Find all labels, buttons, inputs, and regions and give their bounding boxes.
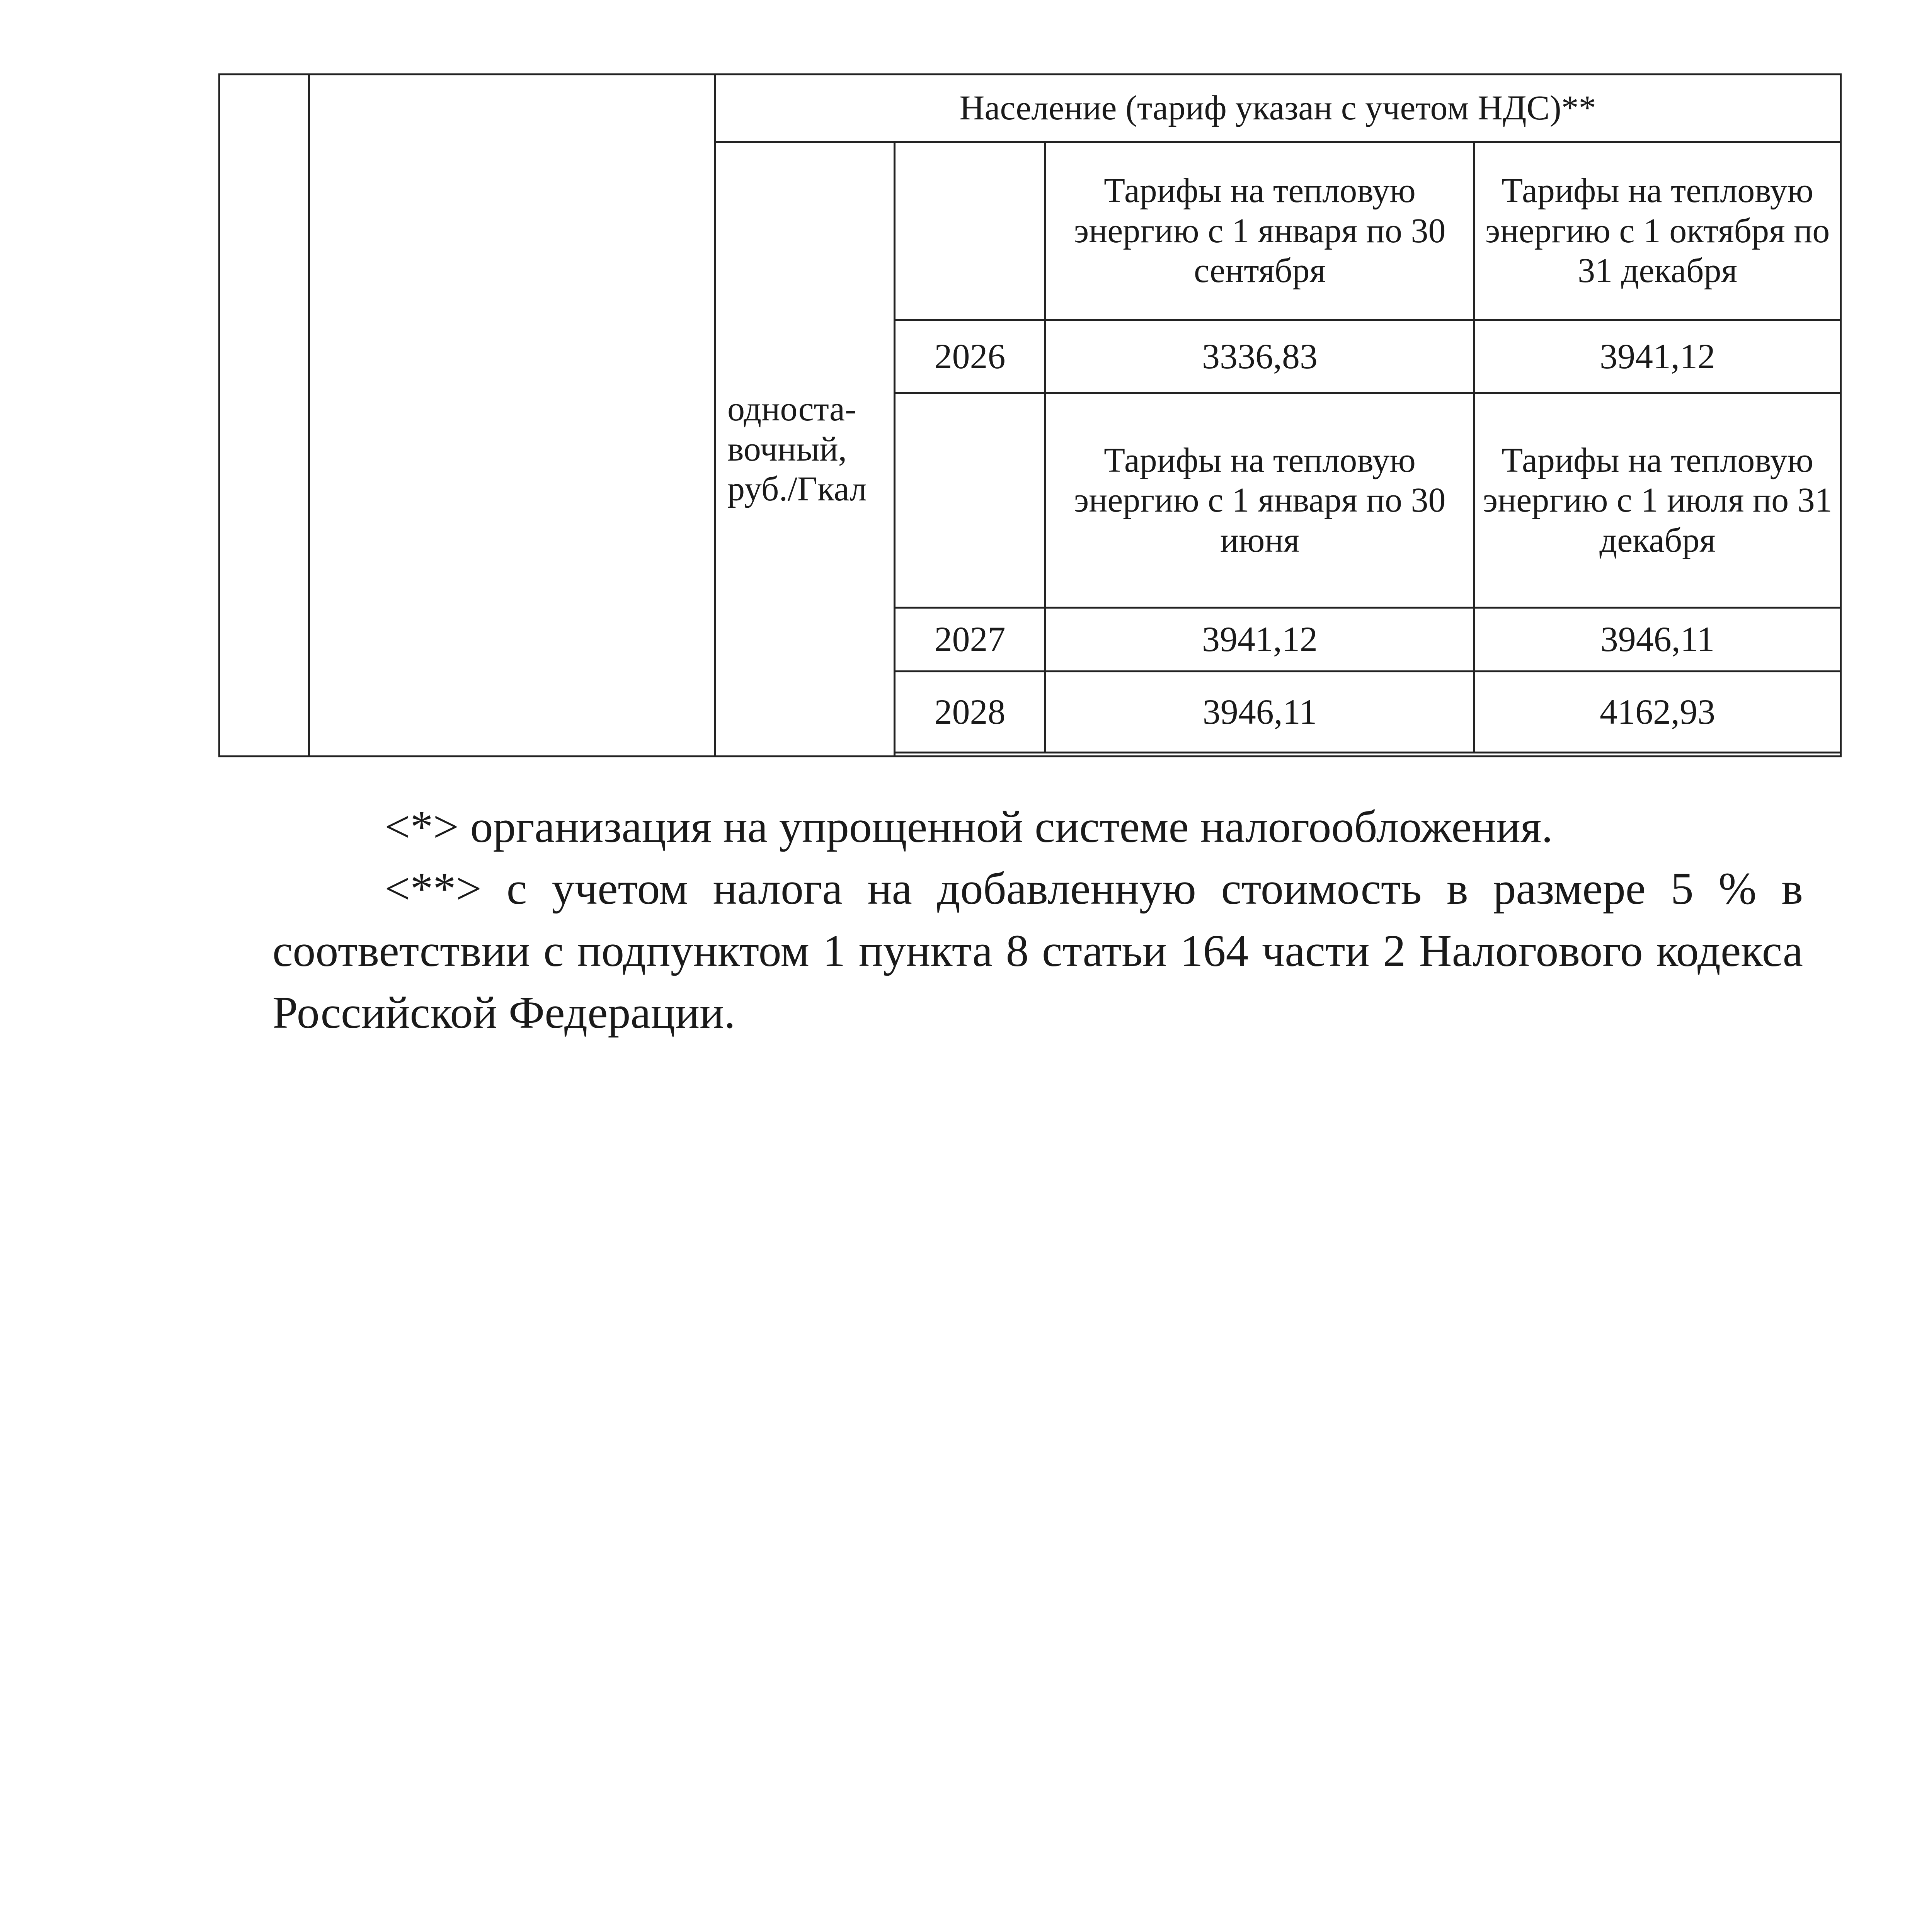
organization-column-cell — [309, 75, 715, 757]
year-cell: 2027 — [895, 608, 1045, 672]
tariff-type-label: односта-вочный, руб./Гкал — [715, 142, 895, 757]
period2-header: Тарифы на тепловую энергию с 1 июля по 31 декабря — [1474, 393, 1841, 608]
number-column-cell — [220, 75, 309, 757]
year-header-cell — [895, 393, 1045, 608]
table-header-row — [220, 75, 1841, 142]
tariff-table — [218, 73, 1842, 757]
period1-header: Тарифы на тепловую энергию с 1 января по 30 июня — [1045, 393, 1474, 608]
tariff-value-cell: 3941,12 — [1474, 320, 1841, 393]
footnotes — [272, 796, 1803, 1044]
table-bottom-edge — [895, 753, 1841, 757]
year-cell: 2026 — [895, 320, 1045, 393]
section-header: Население (тариф указан с учетом НДС)** — [715, 75, 1841, 142]
tariff-value-cell: 3336,83 — [1045, 320, 1474, 393]
tariff-value-cell: 3941,12 — [1045, 608, 1474, 672]
year-cell: 2028 — [895, 672, 1045, 753]
tariff-value-cell: 3946,11 — [1045, 672, 1474, 753]
year-header-cell — [895, 142, 1045, 320]
footnote-simplified-tax: <*> организация на упрощенной системе налогообложения. — [385, 801, 1553, 852]
period1-header: Тарифы на тепловую энергию с 1 января по 30 сентября — [1045, 142, 1474, 320]
tariff-value-cell: 3946,11 — [1474, 608, 1841, 672]
footnote-vat: <**> с учетом налога на добавленную стоимость в размере 5 % в соответствии с подпунктом 1 пункта 8 статьи 164 части 2 Налогового кодекса Российской Федерации. — [272, 863, 1803, 1038]
tariff-value-cell: 4162,93 — [1474, 672, 1841, 753]
period2-header: Тарифы на тепловую энергию с 1 октября по 31 декабря — [1474, 142, 1841, 320]
